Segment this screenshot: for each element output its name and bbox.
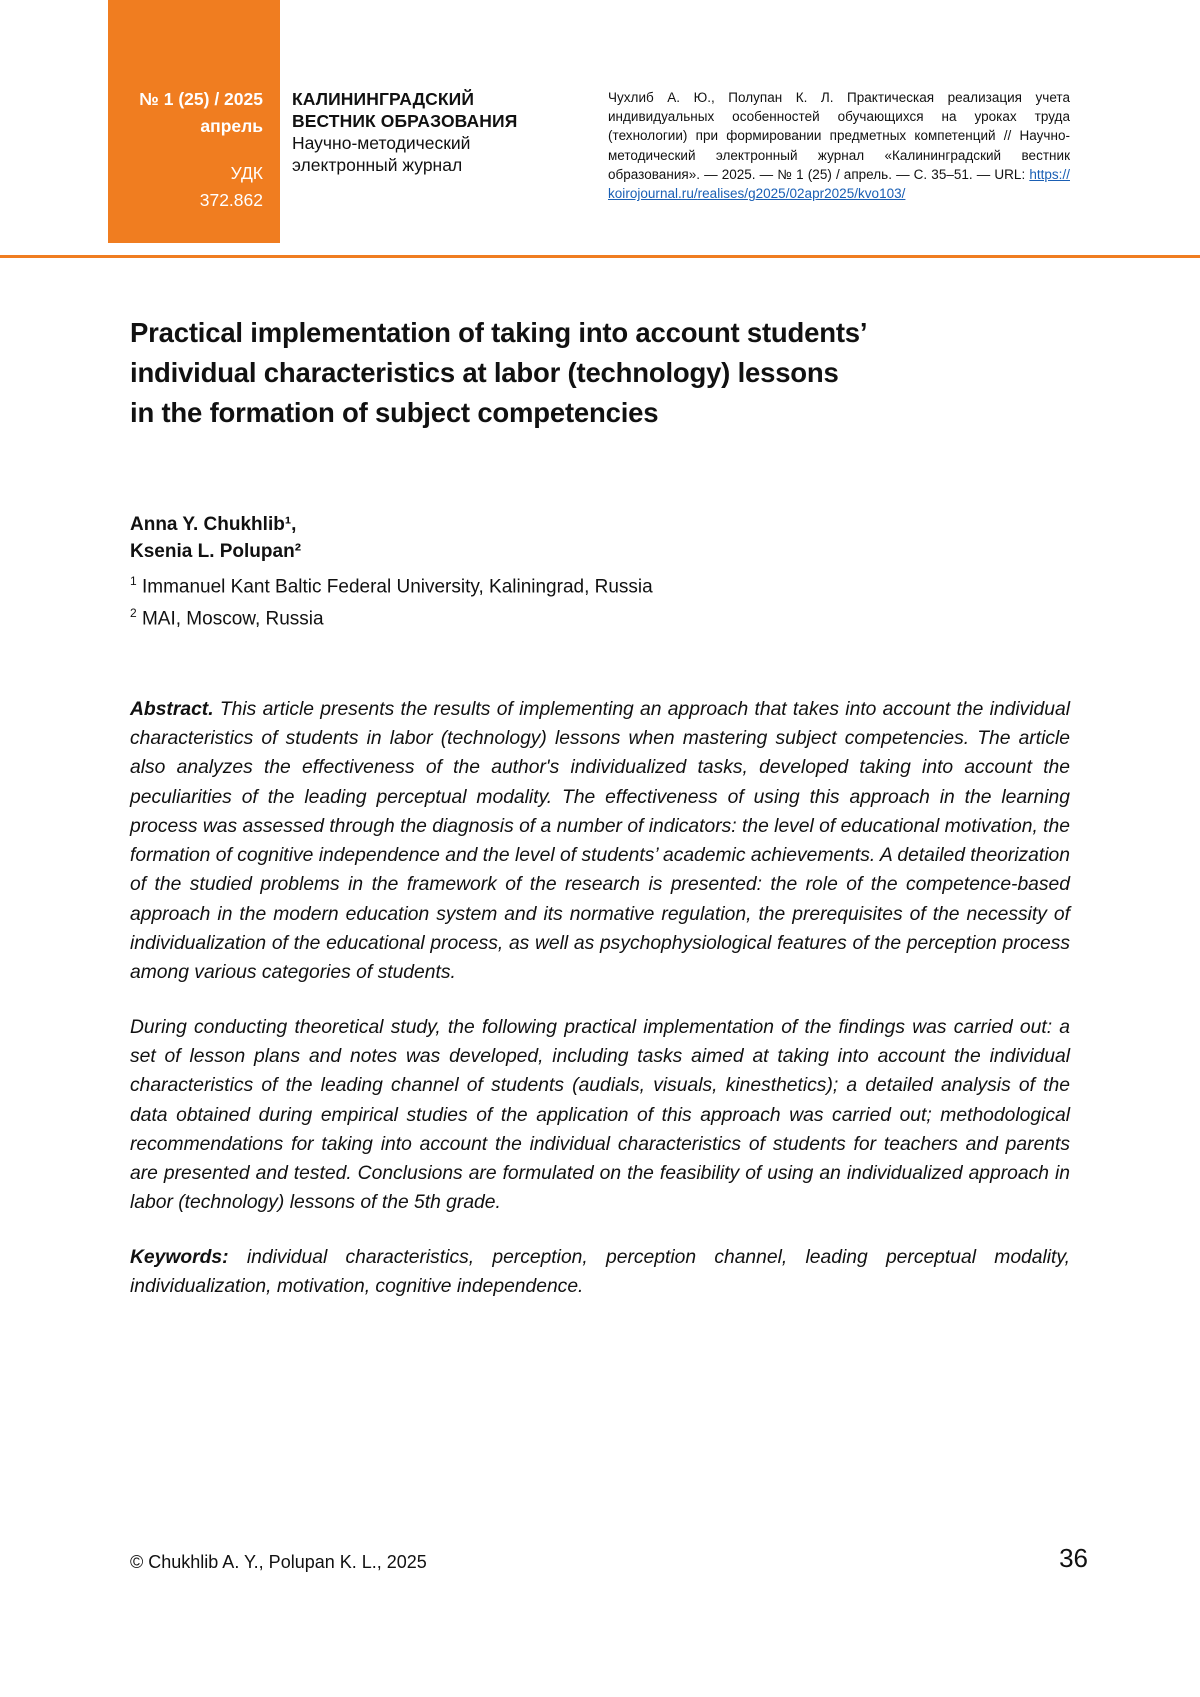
journal-name-line1: КАЛИНИНГРАДСКИЙ: [292, 89, 475, 109]
page-number: 36: [1059, 1543, 1088, 1573]
citation-url-line2[interactable]: realises/g2025/02apr2025/kvo103/: [697, 186, 906, 202]
journal-subtitle-line1: Научно-методический: [292, 133, 471, 153]
affiliation-1-marker: 1: [130, 574, 137, 588]
affiliation-2-marker: 2: [130, 606, 137, 621]
abstract-paragraph-2: During conducting theoretical study, the following practical implementation of the findings was carried out: a set of lesson plans and notes was developed, including tasks aimed at taking into account the individual characteristics of the leading channel of students (audials, visuals, kinesthetics); a detailed analysis of the data obtained during empirical studies of the application of this approach was carried out; methodological recommendations for taking into account the individual characteristics of students for teachers and parents are presented and tested. Conclusions are formulated on the feasibility of using an individualized approach in labor (technology) lessons of the 5th grade.: [130, 1016, 1070, 1214]
affiliation-1: [130, 568, 1070, 600]
author-1: Anna Y. Chukhlib¹,: [130, 514, 297, 535]
citation-text: Чухлиб А. Ю., Полупан К. Л. Практическая реализация учета индивидуальных особенностей обучающихся на уроках труда (технологии) при формировании предметных компетенций // Научно-методический электронный журнал «Калининградский вестник образования». — 2025. — № 1 (25) / апрель. — С. 35–51. — URL:: [608, 90, 1070, 182]
affiliation-list: [130, 568, 1070, 633]
keywords-label: Keywords:: [130, 1246, 229, 1268]
abstract-text: This article presents the results of implementing an approach that takes into account the individual characteristics of students in labor (technology) lessons when mastering subject competencies. The article also analyzes the effectiveness of the author's individualized tasks, developed taking into account the peculiarities of the leading perceptual modality. The effectiveness of using this approach in the learning process was assessed through the diagnosis of a number of indicators: the level of educational motivation, the formation of cognitive independence and the level of students’ academic achievements. A detailed theorization of the studied problems in the framework of the research is presented: the role of the competence-based approach in the modern education system and its normative regulation, the prerequisites of the necessity of individualization of the educational process, as well as psychophysiological features of the perception process among various categories of students.: [130, 698, 1070, 984]
author-2: Ksenia L. Polupan²: [130, 541, 302, 562]
citation-url-line1[interactable]: https://koirojournal.ru/: [608, 166, 1070, 202]
keywords-text: individual characteristics, perception, perception channel, leading perceptual modality, individualization, motivation, cognitive independence.: [130, 1246, 1070, 1297]
affiliation-2-text: MAI, Moscow, Russia: [141, 608, 324, 630]
udk-value: 372.862: [199, 190, 263, 210]
page-title: [130, 313, 1070, 433]
journal-subtitle-line2: электронный журнал: [292, 155, 463, 175]
journal-name-line2: ВЕСТНИК ОБРАЗОВАНИЯ: [292, 111, 518, 131]
article-title-line1: Practical implementation of taking into account students’: [130, 317, 868, 348]
abstract-paragraph-1: [130, 695, 1070, 988]
affiliation-2: [130, 600, 1070, 632]
journal-title: [292, 88, 572, 176]
issue-number-text: № 1 (25) / 2025: [139, 89, 263, 109]
footer-copyright: © Chukhlib A. Y., Polupan K. L., 2025: [130, 1552, 427, 1572]
issue-number: [108, 86, 263, 140]
keywords-block: [130, 1243, 1070, 1302]
udk-block: [108, 160, 263, 214]
author-list: [130, 511, 1070, 565]
issue-month-text: апрель: [200, 116, 263, 136]
article-content: [130, 258, 1070, 1301]
abstract-label: Abstract.: [130, 698, 214, 720]
citation-block: [608, 88, 1070, 203]
page-header: [0, 0, 1200, 258]
article-title-line2: individual characteristics at labor (technology) lessons: [130, 357, 839, 388]
issue-info-block: [108, 0, 280, 243]
udk-label: УДК: [230, 163, 263, 183]
affiliation-1-text: Immanuel Kant Baltic Federal University, Kaliningrad, Russia: [141, 576, 653, 598]
article-title-line3: in the formation of subject competencies: [130, 397, 659, 428]
